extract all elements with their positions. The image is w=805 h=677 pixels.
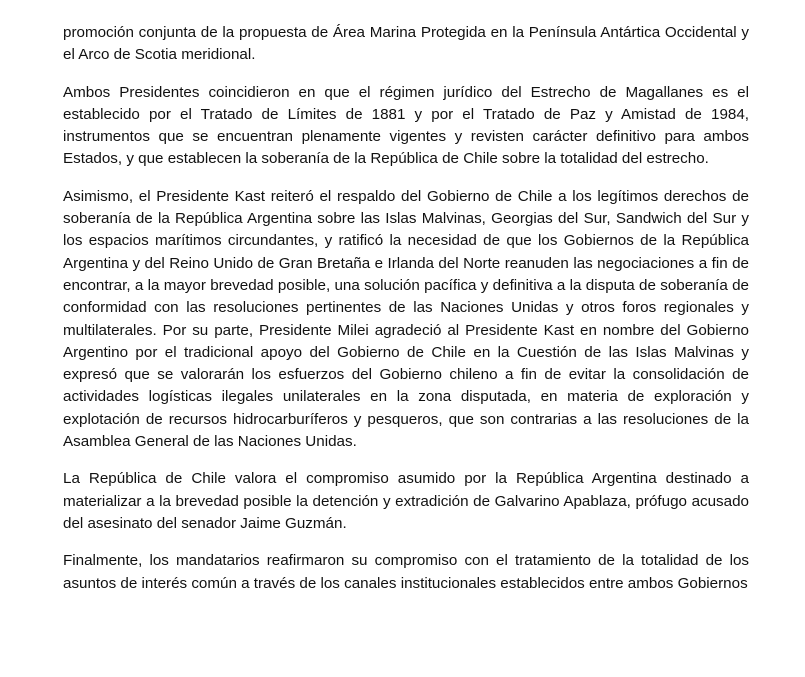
paragraph-strait-of-magellan: Ambos Presidentes coincidieron en que el régimen jurídico del Estrecho de Magallanes es el establecido por el Tratado de Límites de 1881 y por el Tratado de Paz y Amistad de 1984, instrumentos que se encuentran plenamente vigentes y revisten carácter definitivo para ambos Estados, y que establecen la soberanía de la República de Chile sobre la totalidad del estrecho.	[63, 83, 749, 168]
paragraph-apablaza-extradition: La República de Chile valora el compromiso asumido por la República Argentina destinado a materializar a la brevedad posible la detención y extradición de Galvarino Apablaza, prófugo acusado del asesinato del senador Jaime Guzmán.	[63, 470, 749, 532]
paragraph-antarctic-marine-area: promoción conjunta de la propuesta de Área Marina Protegida en la Península Antártica Occidental y el Arco de Scotia meridional.	[63, 24, 749, 64]
paragraph-closing-commitment: Finalmente, los mandatarios reafirmaron su compromiso con el tratamiento de la totalidad de los asuntos de interés común a través de los canales institucionales establecidos entre ambos Gobiernos	[63, 552, 749, 592]
paragraph-malvinas-sovereignty: Asimismo, el Presidente Kast reiteró el respaldo del Gobierno de Chile a los legítimos derechos de soberanía de la República Argentina sobre las Islas Malvinas, Georgias del Sur, Sandwich del Sur y los espacios marítimos circundantes, y ratificó la necesidad de que los Gobiernos de la República Argentina y del Reino Unido de Gran Bretaña e Irlanda del Norte reanuden las negociaciones a fin de encontrar, a la mayor brevedad posible, una solución pacífica y definitiva a la disputa de soberanía de conformidad con las resoluciones pertinentes de las Naciones Unidas y otros foros regionales y multilaterales. Por su parte, Presidente Milei agradeció al Presidente Kast en nombre del Gobierno Argentino por el tradicional apoyo del Gobierno de Chile en la Cuestión de las Islas Malvinas y expresó que se valorarán los esfuerzos del Gobierno chileno a fin de evitar la consolidación de actividades logísticas ilegales unilaterales en la zona disputada, en materia de exploración y explotación de recursos hidrocarburíferos y pesqueros, que son contrarias a las resoluciones de la Asamblea General de las Naciones Unidas.	[63, 187, 749, 451]
document-body	[63, 22, 749, 610]
